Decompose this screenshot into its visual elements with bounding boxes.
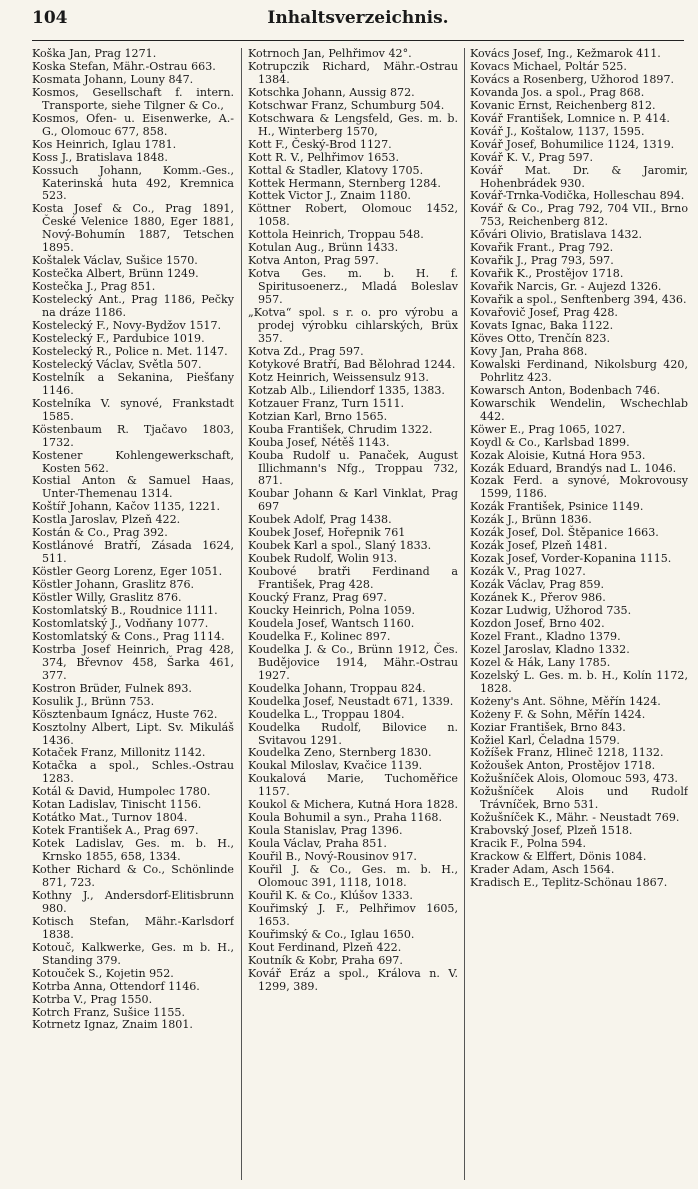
index-entry: Kostelecký Václav, Světla 507.: [32, 357, 202, 371]
index-entry: Kothny J., Andersdorf-Elitisbrunn 980.: [32, 888, 234, 915]
index-entry: Kouba Rudolf u. Panaček, August Illichmann's Nfg., Troppau 732, 871.: [248, 448, 458, 488]
index-entry: Kosulik J., Brünn 753.: [32, 694, 155, 708]
index-entry: Kotva Anton, Prag 597.: [248, 254, 379, 268]
index-entry: Kožušníček K., Mähr. - Neustadt 769.: [470, 811, 680, 825]
index-entry: Kovy Jan, Praha 868.: [470, 344, 588, 358]
index-entry: Koudelka J. & Co., Brünn 1912, Čes. Budějovice 1914, Mähr.-Ostrau 1927.: [248, 642, 458, 682]
index-entry: Koudelka Zeno, Sternberg 1830.: [248, 746, 432, 760]
index-entry: Kottal & Stadler, Klatovy 1705.: [248, 163, 424, 177]
index-entry: Kouřil K. & Co., Klúšov 1333.: [248, 888, 413, 902]
index-entry: Kostelecký F., Novy-Bydžov 1517.: [32, 319, 222, 333]
index-entry: Koudelka L., Troppau 1804.: [248, 707, 405, 721]
index-entry: Koukal Miloslav, Kvačice 1139.: [248, 759, 423, 773]
index-entry: Kotačka a spol., Schles.-Ostrau 1283.: [32, 759, 234, 786]
index-entry: Kosztolny Albert, Lipt. Sv. Mikuláš 1436.: [32, 720, 234, 747]
index-entry: Kotrch Franz, Sušice 1155.: [32, 1005, 186, 1019]
index-entry: Koukol & Michera, Kutná Hora 1828.: [248, 798, 458, 812]
index-entry: Koštíř Johann, Kačov 1135, 1221.: [32, 500, 221, 514]
index-entry: Kovář K. V., Prag 597.: [470, 150, 594, 164]
index-entry: Kozar Ludwig, Užhorod 735.: [470, 603, 632, 617]
index-entry: Kozelský L. Ges. m. b. H., Kolín 1172, 1828.: [470, 668, 688, 695]
index-entry: Köwer E., Prag 1065, 1027.: [470, 422, 626, 436]
index-entry: Kovařik a spol., Senftenberg 394, 436.: [470, 293, 687, 307]
index-entry: Kotz Heinrich, Weissensulz 913.: [248, 370, 429, 384]
index-entry: Kostomlatský & Cons., Prag 1114.: [32, 629, 225, 643]
index-entry: Köves Otto, Trenčín 823.: [470, 331, 611, 345]
index-entry: Kožoušek Anton, Prostějov 1718.: [470, 759, 656, 773]
index-entry: Koula Stanislav, Prag 1396.: [248, 824, 403, 838]
index-entry: Kostelecký R., Police n. Met. 1147.: [32, 344, 228, 358]
index-entry: Koucký Franz, Prag 697.: [248, 591, 387, 605]
index-entry: Kostomlatský B., Roudnice 1111.: [32, 603, 218, 617]
index-entry: Kotrnoch Jan, Pelhřimov 42°.: [248, 48, 412, 60]
column-divider: [464, 48, 465, 1180]
index-entry: Koudelka F., Kolinec 897.: [248, 629, 391, 643]
index-entry: Kotrba V., Prag 1550.: [32, 992, 153, 1006]
index-entry: Kovář J., Koštalow, 1137, 1595.: [470, 124, 645, 138]
index-entry: Kostelníka V. synové, Frankstadt 1585.: [32, 396, 234, 423]
index-entry: Kowarschik Wendelin, Wschechlab 442.: [470, 396, 688, 423]
header-rule: [32, 40, 684, 41]
index-entry: Koudela Josef, Wantsch 1160.: [248, 616, 415, 630]
index-entry: Kostla Jaroslav, Plzeň 422.: [32, 513, 181, 527]
index-entry: Koudelka Rudolf, Bilovice n. Svitavou 1291.: [248, 720, 458, 747]
page-number: 104: [32, 8, 68, 28]
index-entry: Kotva Zd., Prag 597.: [248, 344, 364, 358]
index-entry: Kovats Ignac, Baka 1122.: [470, 319, 614, 333]
index-entry: Kother Richard & Co., Schönlinde 871, 723.: [32, 863, 234, 889]
index-entry: Kovář & Co., Prag 792, 704 VII., Brno 753, Reichenberg 812.: [470, 202, 688, 229]
index-entry: Köstler Georg Lorenz, Eger 1051.: [32, 565, 223, 579]
index-entry: Kotulan Aug., Brünn 1433.: [248, 241, 399, 255]
index-entry: Kovács a Rosenberg, Užhorod 1897.: [470, 72, 675, 86]
index-entry: Kozel Frant., Kladno 1379.: [470, 629, 621, 643]
index-entry: Kostlánové Bratří, Zásada 1624, 511.: [32, 539, 234, 566]
index-entry: Koška Jan, Prag 1271.: [32, 48, 157, 60]
index-entry: Krackow & Elffert, Dönis 1084.: [470, 850, 647, 864]
index-entry: Kotykové Bratří, Bad Bělohrad 1244.: [248, 357, 456, 371]
index-entry: Kowarsch Anton, Bodenbach 746.: [470, 383, 661, 397]
index-entry: Kotál & David, Humpolec 1780.: [32, 785, 211, 799]
index-entry: Koula Bohumil a syn., Praha 1168.: [248, 811, 443, 825]
index-entry: Koubar Johann & Karl Vinklat, Prag 697: [248, 487, 458, 514]
index-column-1: [32, 48, 234, 1180]
index-entry: Kotaček Franz, Millonitz 1142.: [32, 746, 206, 760]
index-entry: Kovanda Jos. a spol., Prag 868.: [470, 85, 645, 99]
index-entry: Koubek Rudolf, Wolin 913.: [248, 552, 398, 566]
index-entry: Kostial Anton & Samuel Haas, Unter-Themenau 1314.: [32, 474, 234, 501]
index-entry: Kozak Josef, Vorder-Kopanina 1115.: [470, 552, 672, 566]
index-entry: Koubek Adolf, Prag 1438.: [248, 513, 392, 527]
running-title: Inhaltsverzeichnis.: [267, 8, 449, 28]
index-entry: Kotzauer Franz, Turn 1511.: [248, 396, 405, 410]
index-entry: Kouba František, Chrudim 1322.: [248, 422, 433, 436]
index-entry: Kotouč, Kalkwerke, Ges. m b. H., Standing 379.: [32, 940, 234, 967]
index-entry: Kosta Josef & Co., Prag 1891, České Velenice 1880, Eger 1881, Nový-Bohumín 1887, Tetschen 1895.: [32, 202, 234, 255]
index-entry: Kozák V., Prag 1027.: [470, 565, 586, 579]
index-entry: Kotrba Anna, Ottendorf 1146.: [32, 979, 200, 993]
index-entry: Kouřil B., Nový-Rousinov 917.: [248, 850, 417, 864]
index-entry: Kozák Josef, Plzeň 1481.: [470, 539, 608, 553]
index-entry: Kozák Václav, Prag 859.: [470, 578, 605, 592]
index-column-2: [248, 48, 458, 1180]
index-entry: Kradisch E., Teplitz-Schönau 1867.: [470, 876, 668, 889]
index-entry: Kouřimský & Co., Iglau 1650.: [248, 927, 415, 941]
index-entry: Kozánek K., Přerov 986.: [470, 591, 606, 605]
index-entry: Koula Václav, Praha 851.: [248, 837, 387, 851]
index-entry: Kotva Ges. m. b. H. f. Spiritusoenerz., Mladá Boleslav 957.: [248, 267, 458, 307]
index-entry: Krabovský Josef, Plzeň 1518.: [470, 824, 633, 838]
index-entry: Köstler Johann, Graslitz 876.: [32, 578, 195, 592]
index-entry: Kotzab Alb., Liliendorf 1335, 1383.: [248, 383, 445, 397]
index-entry: Koydl & Co., Karlsbad 1899.: [470, 435, 630, 449]
index-columns: [32, 48, 688, 1180]
index-entry: Kotschka Johann, Aussig 872.: [248, 85, 415, 99]
index-entry: Kovacs Michael, Poltár 525.: [470, 59, 627, 73]
index-entry: Kracik F., Polna 594.: [470, 837, 586, 851]
index-entry: Kostán & Co., Prag 392.: [32, 526, 168, 540]
index-entry: Koutník & Kobr, Praha 697.: [248, 953, 403, 967]
index-entry: „Kotva“ spol. s r. o. pro výrobu a prodej výrobku cihlarských, Brüx 357.: [248, 306, 458, 345]
index-entry: Kosmos, Ofen- u. Eisenwerke, A.-G., Olomouc 677, 858.: [32, 111, 234, 138]
index-entry: Kostrba Josef Heinrich, Prag 428, 374, Břevnov 458, Šarka 461, 377.: [32, 642, 234, 682]
index-entry: Kovařik Frant., Prag 792.: [470, 241, 614, 255]
index-entry: Kovács Josef, Ing., Kežmarok 411.: [470, 48, 661, 60]
index-entry: Kožiel Karl, Čeladna 1579.: [470, 733, 620, 747]
index-entry: Kout Ferdinand, Plzeň 422.: [248, 940, 402, 954]
index-entry: Koukalová Marie, Tuchoměřice 1157.: [248, 772, 458, 799]
index-entry: Kozdon Josef, Brno 402.: [470, 616, 605, 630]
index-entry: Koss J., Bratislava 1848.: [32, 150, 168, 164]
index-entry: Kosmos, Gesellschaft f. intern. Transporte, siehe Tilgner & Co.,: [32, 85, 234, 112]
index-entry: Kostečka J., Prag 851.: [32, 280, 156, 294]
index-entry: Koudelka Josef, Neustadt 671, 1339.: [248, 694, 454, 708]
index-entry: Kotek František A., Prag 697.: [32, 824, 199, 838]
index-entry: Kotisch Stefan, Mähr.-Karlsdorf 1838.: [32, 914, 234, 941]
index-entry: Kotátko Mat., Turnov 1804.: [32, 811, 188, 825]
index-entry: Kozel & Hák, Lany 1785.: [470, 655, 611, 669]
index-entry: Kottek Hermann, Sternberg 1284.: [248, 176, 441, 190]
index-entry: Kösztenbaum Ignácz, Huste 762.: [32, 707, 218, 721]
index-entry: Kővári Olivio, Bratislava 1432.: [470, 228, 643, 242]
index-entry: Kostener Kohlengewerkschaft, Kosten 562.: [32, 448, 234, 475]
index-entry: Kouba Josef, Nétěš 1143.: [248, 435, 390, 449]
index-entry: Kożeny F. & Sohn, Měřín 1424.: [470, 707, 646, 721]
index-entry: Kostečka Albert, Brünn 1249.: [32, 267, 199, 281]
index-entry: Koucky Heinrich, Polna 1059.: [248, 603, 416, 617]
index-entry: Köttner Robert, Olomouc 1452, 1058.: [248, 202, 458, 229]
index-entry: Kozák Eduard, Brandýs nad L. 1046.: [470, 461, 677, 475]
index-entry: Kovář František, Lomnice n. P. 414.: [470, 111, 670, 125]
index-entry: Kožušníček Alois, Olomouc 593, 473.: [470, 772, 678, 786]
index-entry: Kott F., Český-Brod 1127.: [248, 137, 392, 151]
index-entry: Kostelecký F., Pardubice 1019.: [32, 331, 205, 345]
index-entry: Kovář Eráz a spol., Králova n. V. 1299, 389.: [248, 966, 458, 993]
index-column-3: [470, 48, 688, 1180]
index-entry: Krader Adam, Asch 1564.: [470, 863, 615, 877]
index-entry: Köstler Willy, Graslitz 876.: [32, 591, 182, 605]
index-entry: Kozel Jaroslav, Kladno 1332.: [470, 642, 630, 656]
index-entry: Koubek Karl a spol., Slaný 1833.: [248, 539, 432, 553]
index-entry: Koudelka Johann, Troppau 824.: [248, 681, 426, 695]
index-entry: Koubové bratři Ferdinand a František, Prag 428.: [248, 565, 458, 592]
index-entry: Kott R. V., Pelhřimov 1653.: [248, 150, 399, 164]
index-entry: Kožušníček Alois und Rudolf Trávníček, Brno 531.: [470, 785, 688, 812]
index-entry: Kottek Victor J., Znaim 1180.: [248, 189, 411, 203]
index-entry: Kotzian Karl, Brno 1565.: [248, 409, 388, 423]
index-entry: Kostomlatský J., Vodňany 1077.: [32, 616, 209, 630]
index-entry: Kossuch Johann, Komm.-Ges., Katerinská huta 492, Kremnica 523.: [32, 163, 234, 203]
index-entry: Kovář Josef, Bohumilice 1124, 1319.: [470, 137, 675, 151]
column-divider: [241, 48, 242, 1180]
index-entry: Kotan Ladislav, Tinischt 1156.: [32, 798, 202, 812]
page-header: [32, 8, 684, 32]
index-entry: Köstenbaum R. Tjačavo 1803, 1732.: [32, 422, 234, 449]
index-entry: Kożeny's Ant. Söhne, Měřín 1424.: [470, 694, 661, 708]
index-entry: Kozak Ferd. a synové, Mokrovousy 1599, 1186.: [470, 474, 688, 501]
index-entry: Kovařovič Josef, Prag 428.: [470, 306, 618, 320]
index-entry: Kottola Heinrich, Troppau 548.: [248, 228, 424, 242]
index-entry: Kozák František, Psinice 1149.: [470, 500, 644, 514]
index-entry: Koubek Josef, Hořepnik 761: [248, 526, 406, 540]
index-entry: Kostron Brüder, Fulnek 893.: [32, 681, 192, 695]
index-entry: Kozák Josef, Dol. Štěpanice 1663.: [470, 526, 659, 540]
index-entry: Kotrnetz Ignaz, Znaim 1801.: [32, 1018, 193, 1032]
index-entry: Kostelník a Sekanina, Piešťany 1146.: [32, 370, 234, 397]
index-entry: Kovařik J., Prag 793, 597.: [470, 254, 614, 268]
index-entry: Kotschwara & Lengsfeld, Ges. m. b. H., Winterberg 1570,: [248, 111, 458, 138]
index-entry: Kos Heinrich, Iglau 1781.: [32, 137, 177, 151]
index-entry: Kovář-Trnka-Vodička, Holleschau 894.: [470, 189, 685, 203]
index-entry: Kosmata Johann, Louny 847.: [32, 72, 194, 86]
index-entry: Koštalek Václav, Sušice 1570.: [32, 254, 198, 268]
index-entry: Kožíšek Franz, Hlineč 1218, 1132.: [470, 746, 664, 760]
index-entry: Kotek Ladislav, Ges. m. b. H., Krnsko 1855, 658, 1334.: [32, 837, 234, 864]
index-entry: Kouřil J. & Co., Ges. m. b. H., Olomouc 391, 1118, 1018.: [248, 863, 458, 889]
index-entry: Kowalski Ferdinand, Nikolsburg 420, Pohrlitz 423.: [470, 357, 688, 384]
index-entry: Kozak Aloisie, Kutná Hora 953.: [470, 448, 646, 462]
index-entry: Kostelecký Ant., Prag 1186, Pečky na dráze 1186.: [32, 293, 234, 320]
index-entry: Kotschwar Franz, Schumburg 504.: [248, 98, 445, 112]
index-entry: Kovář Mat. Dr. & Jaromir, Hohenbrádek 930.: [470, 163, 688, 190]
index-entry: Kozák J., Brünn 1836.: [470, 513, 592, 527]
index-entry: Kotrupczik Richard, Mähr.-Ostrau 1384.: [248, 59, 458, 86]
index-entry: Koziar František, Brno 843.: [470, 720, 626, 734]
index-entry: Kovařik Narcis, Gr. - Aujezd 1326.: [470, 280, 662, 294]
index-entry: Koska Stefan, Mähr.-Ostrau 663.: [32, 59, 216, 73]
index-entry: Kouřimský J. F., Pelhřimov 1605, 1653.: [248, 901, 458, 928]
index-entry: Kotouček S., Kojetin 952.: [32, 966, 174, 980]
index-entry: Kovařik K., Prostějov 1718.: [470, 267, 624, 281]
index-entry: Kovanic Ernst, Reichenberg 812.: [470, 98, 656, 112]
